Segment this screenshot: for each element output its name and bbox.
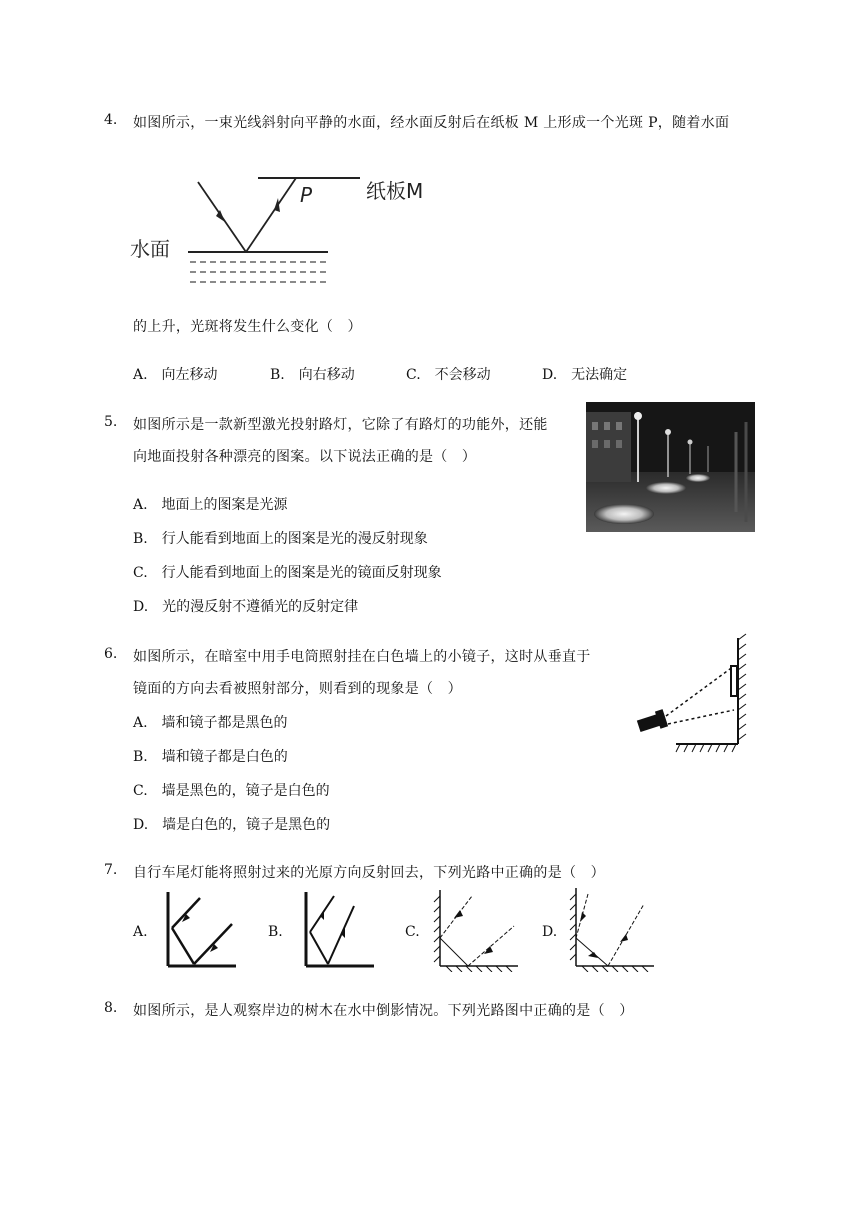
q7-option-b-diagram[interactable] [298, 888, 378, 972]
q5-option-c[interactable]: C. 行人能看到地面上的图案是光的镜面反射现象 [133, 565, 442, 581]
q5-option-a[interactable]: A. 地面上的图案是光源 [133, 497, 288, 513]
q6-option-c[interactable]: C. 墙是黑色的，镜子是白色的 [133, 783, 330, 799]
board-label: 纸板M [366, 179, 424, 203]
question-5-text-line1: 如图所示是一款新型激光投射路灯，它除了有路灯的功能外，还能 [133, 417, 548, 433]
q4-option-b[interactable]: B. 向右移动 [270, 367, 355, 383]
water-label: 水面 [130, 237, 170, 261]
question-6-text-line2: 镜面的方向去看被照射部分，则看到的现象是（ ） [133, 681, 462, 697]
q6-option-a[interactable]: A. 墙和镜子都是黑色的 [133, 715, 288, 731]
question-4-number: 4. [104, 112, 118, 128]
question-8-text: 如图所示，是人观察岸边的树木在水中倒影情况。下列光路图中正确的是（ ） [133, 1003, 634, 1019]
reflected-ray [246, 178, 296, 252]
question-4-text-line1: 如图所示，一束光线斜射向平静的水面，经水面反射后在纸板 M 上形成一个光斑 P，随着水面 [133, 115, 730, 131]
question-7-text: 自行车尾灯能将照射过来的光原方向反射回去，下列光路中正确的是（ ） [133, 865, 605, 881]
question-7-number: 7. [104, 862, 118, 878]
q7-option-c-diagram[interactable] [432, 886, 524, 972]
q7-option-a-label[interactable]: A. [133, 924, 148, 940]
question-6-number: 6. [104, 646, 118, 662]
q4-option-a[interactable]: A. 向左移动 [133, 367, 218, 383]
flashlight-icon [636, 709, 668, 735]
spot-label-p: P [300, 183, 313, 207]
water-reflection-figure [128, 168, 448, 298]
q7-option-b-label[interactable]: B. [268, 924, 283, 940]
question-4-text-line2: 的上升，光斑将发生什么变化（ ） [133, 319, 362, 335]
q7-option-d-label[interactable]: D. [542, 924, 558, 940]
q5-option-b[interactable]: B. 行人能看到地面上的图案是光的漫反射现象 [133, 531, 428, 547]
laser-street-lamp-photo [586, 402, 755, 532]
q7-option-d-diagram[interactable] [568, 884, 660, 972]
q4-option-d[interactable]: D. 无法确定 [542, 367, 628, 383]
q7-option-c-label[interactable]: C. [405, 924, 420, 940]
q7-option-a-diagram[interactable] [160, 888, 240, 972]
question-8-number: 8. [104, 1000, 118, 1016]
q4-option-c[interactable]: C. 不会移动 [406, 367, 491, 383]
question-5-number: 5. [104, 414, 118, 430]
q5-option-d[interactable]: D. 光的漫反射不遵循光的反射定律 [133, 599, 359, 615]
question-6-text-line1: 如图所示，在暗室中用手电筒照射挂在白色墙上的小镜子，这时从垂直于 [133, 649, 591, 665]
small-mirror [731, 666, 737, 696]
flashlight-mirror-figure [634, 632, 758, 758]
question-5-text-line2: 向地面投射各种漂亮的图案。以下说法正确的是（ ） [133, 449, 477, 465]
q6-option-b[interactable]: B. 墙和镜子都是白色的 [133, 749, 288, 765]
q6-option-d[interactable]: D. 墙是白色的，镜子是黑色的 [133, 817, 331, 833]
